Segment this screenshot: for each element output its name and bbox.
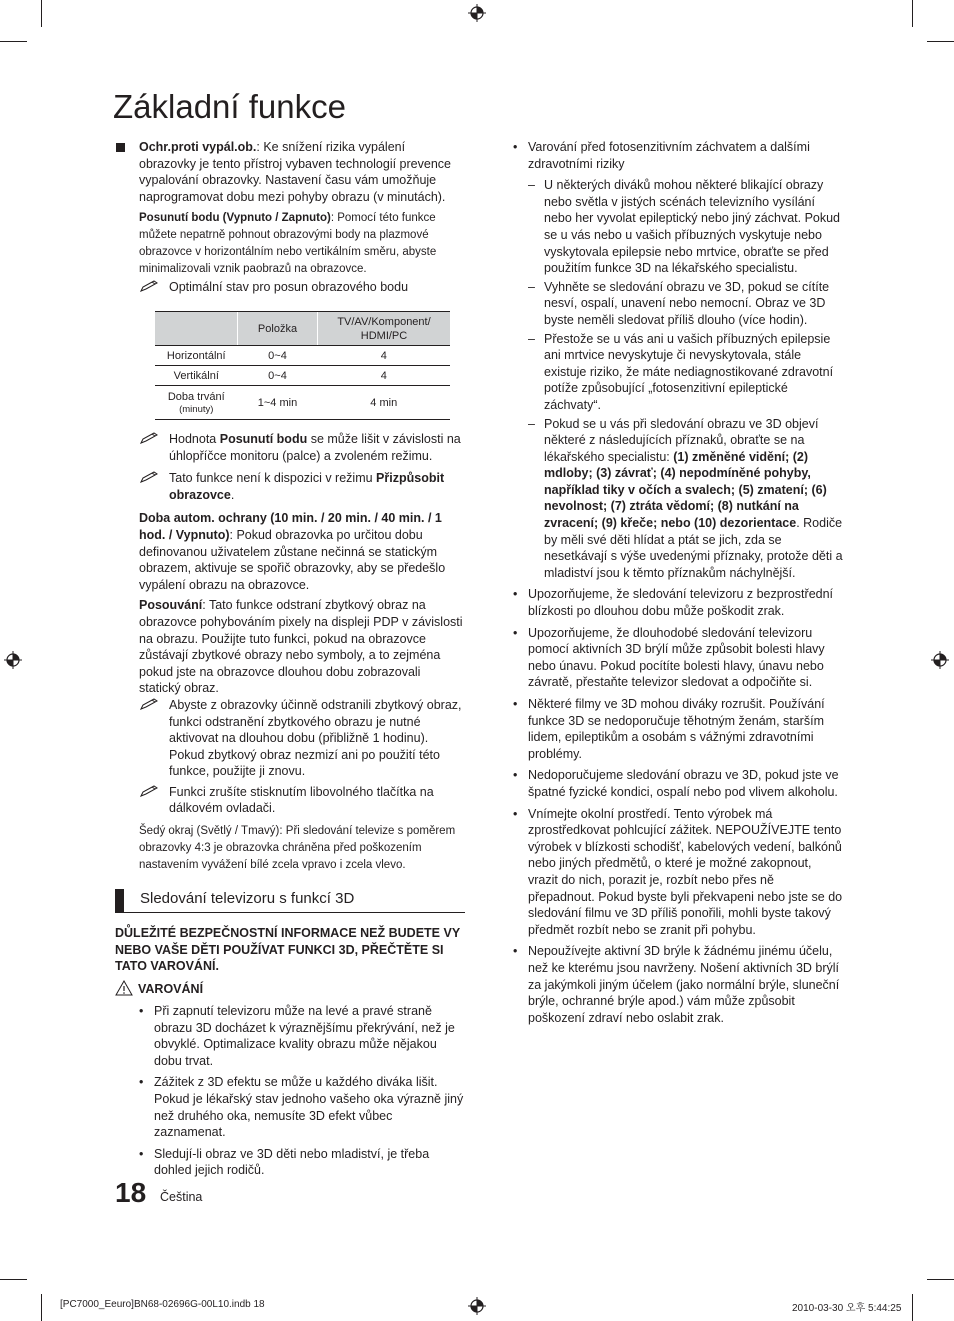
table-cell-sub: (minuty) [179, 403, 214, 415]
list-item [513, 806, 843, 939]
photo-warning-text: Varování před fotosenzitivním záchvatem a dalšími zdravotními riziky [528, 140, 810, 171]
dash-icon: – [528, 279, 535, 294]
bullet-icon: • [513, 587, 518, 602]
note-pencil-icon [139, 784, 161, 798]
table-row [155, 346, 450, 366]
language-label: Čeština [160, 1190, 203, 1204]
list-item [513, 696, 843, 762]
footer-timestamp: 2010-03-30 오후 5:44:25 [792, 1303, 902, 1314]
pixel-shift-text: : Pomocí této funkce můžete nepatrně pohnout obrazovými body na plazmové obrazovce v horizontálním nebo vertikálním směru, abyste minimalizovali vznik paobrazů na obrazovce. [139, 212, 437, 275]
list-item [513, 767, 843, 800]
dash-item [528, 177, 843, 277]
square-bullet-icon [116, 143, 125, 152]
table-row [155, 366, 450, 386]
bullet-icon: • [513, 697, 518, 711]
note-unavailable-pre: Tato funkce není k dispozici v režimu [169, 471, 377, 486]
list-item [513, 943, 843, 1026]
note-scroll-2 [139, 784, 464, 817]
note-optimal [139, 279, 464, 296]
scroll-paragraph [139, 597, 464, 697]
section-divider [115, 912, 465, 913]
dash-item [528, 331, 843, 414]
note-pencil-icon [139, 697, 161, 711]
table-cell: 4 [318, 346, 451, 366]
table-cell: Horizontální [155, 346, 238, 366]
note-value-pre: Hodnota [169, 432, 220, 446]
auto-time-paragraph [139, 510, 464, 593]
footer-file: [PC7000_Eeuro]BN68-02696G-00L10.indb 18 [60, 1299, 265, 1310]
list-item [513, 586, 843, 619]
note-scroll-1-text: Abyste z obrazovky účinně odstranili zbytkový obraz, funkci odstranění zbytkového obrazu je nutné aktivovat na dlouhou dobu (přibližně 1 hodinu). Pokud zbytkový obraz nezmizí ani po použití této funkce, použijte ji znovu. [169, 697, 462, 779]
note-optimal-text: Optimální stav pro posun obrazového bodu [169, 279, 409, 294]
auto-time-text: : Pokud obrazovka po určitou dobu definovanou uživatelem zůstane nečinná se statickým obrazem, aktivuje se spořič obrazovky, aby se předešlo vypálení obrazu na obrazovce. [139, 527, 446, 592]
list-item-text: Při zapnutí televizoru může na levé a pravé straně obrazu 3D docházet k výraznějšímu překrývání, než je obvyklé. Optimalizace kvality obrazu může nějakou dobu trvat. [154, 1004, 455, 1068]
burn-protection-block [139, 139, 464, 295]
crop-mark [912, 0, 913, 27]
list-item-text: Sledují-li obraz ve 3D děti nebo mladiství, je třeba dohled jejich rodičů. [154, 1146, 430, 1178]
page-title: Základní funkce [113, 88, 346, 125]
bullet-icon: • [139, 1004, 144, 1018]
pixel-shift-label: Posunutí bodu (Vypnuto / Zapnuto) [139, 212, 331, 225]
list-item-text: Upozorňujeme, že dlouhodobé sledování televizoru pomocí aktivních 3D brýlí může způsobit bolesti hlavy nebo únavu. Pokud pocítíte bolesti hlavy, únavu nebo závratě, přestaňte televizor sledovat a odpočiňte si. [528, 625, 825, 690]
table-header-cell: Položka [238, 312, 318, 346]
note-value-bold: Posunutí bodu [219, 432, 308, 446]
burn-protection-paragraph [139, 139, 464, 205]
table-row [155, 386, 450, 420]
dash-item [528, 416, 843, 582]
table-cell-label: Doba trvání [167, 390, 225, 403]
scroll-label: Posouvání [139, 598, 203, 613]
dash-item [528, 279, 843, 329]
warning-bullets [139, 1003, 466, 1179]
pixel-shift-paragraph [139, 210, 464, 277]
section-bar [115, 889, 124, 913]
warning-triangle-icon [115, 980, 133, 996]
scroll-text: : Tato funkce odstraní zbytkový obraz na obrazovce pohybováním pixely na displeji PDP v závislosti na obrazu. Použijte tuto funkci, pokud na obrazovce zůstávají zbytkové obrazy nebo symboly, a to zejména pokud jste na obrazovce dlouhou dobu zobrazovali statický obraz. [139, 598, 463, 696]
note-pencil-icon [139, 431, 161, 445]
bullet-icon: • [513, 944, 518, 959]
table-cell [155, 386, 238, 420]
note-pencil-icon [139, 279, 161, 293]
burn-protection-text: : Ke snížení rizika vypálení obrazovky je tento přístroj vybaven technologií prevence vypalování obrazovky. Nastavení času vám umožňuje naprogramovat dobu mezi pohyby obrazu (v minutách). [139, 140, 451, 204]
table-cell: Vertikální [155, 366, 238, 386]
dash-item-text: U některých diváků mohou některé blikající obrazy nebo světla v jistých scénách televizního vysílání nebo her vyvolat epileptický nebo jiný záchvat. Pokud se u vás nebo u vašich příbuzných vyskytuje nebo vyskytovala epilepsie nebo mrtvice, obraťte se před použitím funkce 3D na lékařského specialistu. [544, 178, 841, 276]
bullet-icon: • [513, 625, 518, 640]
warning-label: VAROVÁNÍ [138, 982, 204, 996]
note-value [139, 431, 464, 464]
list-item-text: Zážitek z 3D efektu se může u každého diváka lišit. Pokud je lékařský stav jednoho vašeho oka výrazně jiný než druhého oka, nemusíte 3D efekt vůbec zaznamenat. [154, 1075, 464, 1140]
note-scroll-1 [139, 697, 464, 780]
registration-mark-icon [4, 651, 22, 669]
bullet-icon: • [139, 1075, 144, 1090]
table-cell: 0~4 [238, 346, 318, 366]
bullet-icon: • [513, 140, 518, 154]
list-item [513, 625, 843, 691]
table-cell: 1~4 min [238, 386, 318, 420]
dash-item-text: Vyhněte se sledování obrazu ve 3D, pokud se cítíte nesví, ospalí, unavení nebo nemocní. Obraz ve 3D byste neměli sledovat příliš dlouho (více hodin). [544, 279, 830, 327]
crop-mark [0, 1279, 27, 1280]
dash-icon: – [528, 416, 535, 431]
warning-heading [115, 980, 415, 998]
grey-border-text: : Při sledování televize s poměrem obrazovky 4:3 je obrazovka chráněna před poškozením nastavením vyvážení bílé zcela vpravo i zcela vlevo. [139, 825, 456, 871]
crop-mark [41, 0, 42, 27]
list-item-text: Nepoužívejte aktivní 3D brýle k žádnému jinému účelu, než ke kterému jsou navrženy. Nošení aktivních 3D brýlí za jakýmkoli jiným účelem (jako normální brýle, sluneční brýle, ochranné brýle apod.) vám může způsobit poškození zdraví nebo oslabit zrak. [528, 944, 840, 1025]
note-unavailable-post: . [230, 487, 235, 502]
crop-mark [41, 1294, 42, 1321]
table-cell: 4 min [318, 386, 451, 420]
list-item-text: Nedoporučujeme sledování obrazu ve 3D, pokud jste ve špatné fyzické kondici, ospalí nebo pod vlivem alkoholu. [528, 768, 839, 799]
bullet-icon: • [513, 806, 518, 821]
note-scroll-2-text: Funkci zrušíte stisknutím libovolného tlačítka na dálkovém ovladači. [169, 784, 434, 816]
dash-item-bold: (1) změněné vidění; (2) mdloby; (3) závrať; (4) nepodmíněné pohyby, například tiky v očích a svalech; (5) zmatení; (6) nevolnost; (7) ztráta vědomí; (8) nutkání na zvracení; (9) křeče; nebo (10) dezorientace [544, 449, 827, 531]
note-unavailable [139, 470, 464, 503]
crop-mark [0, 41, 27, 42]
note-pencil-icon [139, 470, 161, 484]
note-value-post: se může lišit v závislosti na úhlopříčce monitoru (palce) a zvoleném režimu. [169, 432, 461, 463]
bullet-icon: • [513, 768, 518, 783]
registration-mark-icon [468, 4, 486, 22]
burn-protection-label: Ochr.proti vypál.ob. [139, 140, 257, 154]
dash-icon: – [528, 178, 535, 193]
list-item-text: Vnímejte okolní prostředí. Tento výrobek má zprostředkovat pohlcující zážitek. NEPOUŽÍVEJTE tento výrobek v blízkosti schodišť, kabelových vedení, balkónů nebo jiných předmětů, o které je možné zakopnout, vrazit do nich, porazit je, rozbít nebo přes ně přepadnout. Pokud byste byli překvapeni nebo jste se do sledování filmu ve 3D příliš ponořili, mohli byste takový předmět rozbít nebo se zranit při pohybu. [528, 806, 843, 937]
bullet-icon: • [139, 1146, 144, 1161]
dash-item-text: Pokud se u vás při sledování obrazu ve 3D objeví některé z následujících příznaků, obraťte se na lékařského specialistu: [544, 416, 819, 464]
table-header-cell: TV/AV/Komponent/ HDMI/PC [318, 312, 451, 346]
pixel-shift-table [155, 311, 450, 420]
registration-mark-icon [468, 1297, 486, 1315]
important-notice: DŮLEŽITÉ BEZPEČNOSTNÍ INFORMACE NEŽ BUDETE VY NEBO VAŠE DĚTI POUŽÍVAT FUNKCI 3D, PŘEČTĚTE SI TATO VAROVÁNÍ. [115, 926, 460, 974]
dash-icon: – [528, 331, 535, 346]
dash-item-text-post: . Rodiče by měli své děti hlídat a ptát se jich, zda se nesetkávají s výše uvedenými příznaky, protože děti a mladiství jsou k těmto příznakům náchylnější. [544, 516, 843, 580]
table-cell: 0~4 [238, 366, 318, 386]
grey-border-label: Šedý okraj (Světlý / Tmavý) [139, 825, 280, 838]
crop-mark [912, 1294, 913, 1321]
list-item-text: Některé filmy ve 3D mohou diváky rozrušit. Používání funkce 3D se nedoporučuje těhotným ženám, starším lidem, epileptikům a osobám s vážnými zdravotními problémy. [528, 697, 825, 761]
table-header-cell [155, 312, 238, 346]
table-cell: 4 [318, 366, 451, 386]
list-item-text: Upozorňujeme, že sledování televizoru z bezprostřední blízkosti po dlouhou dobu může poškodit zrak. [528, 587, 834, 619]
dash-item-text: Přestože se u vás ani u vašich příbuzných epilepsie ani mrtvice nevyskytuje či nevyskytovala, stále existuje riziko, že máte nediagnostikované zdravotní potíže způsobující „fotosenzitivní epileptické záchvaty“. [544, 331, 834, 412]
right-column [513, 139, 843, 1026]
list-item [513, 139, 843, 172]
crop-mark [927, 41, 954, 42]
registration-mark-icon [931, 651, 949, 669]
burn-protection-notes [139, 431, 464, 873]
list-item [139, 1074, 466, 1140]
grey-border-paragraph [139, 823, 464, 873]
page-number: 18 [115, 1177, 147, 1208]
note-unavailable-bold: Přizpůsobit obrazovce [169, 471, 445, 502]
list-item [139, 1003, 466, 1069]
table-header-row [155, 312, 450, 346]
section-heading: Sledování televizoru s funkcí 3D [140, 890, 355, 907]
crop-mark [927, 1279, 954, 1280]
auto-time-label: Doba autom. ochrany (10 min. / 20 min. / 40 min. / 1 hod. / Vypnuto) [139, 511, 442, 542]
list-item [139, 1146, 466, 1179]
